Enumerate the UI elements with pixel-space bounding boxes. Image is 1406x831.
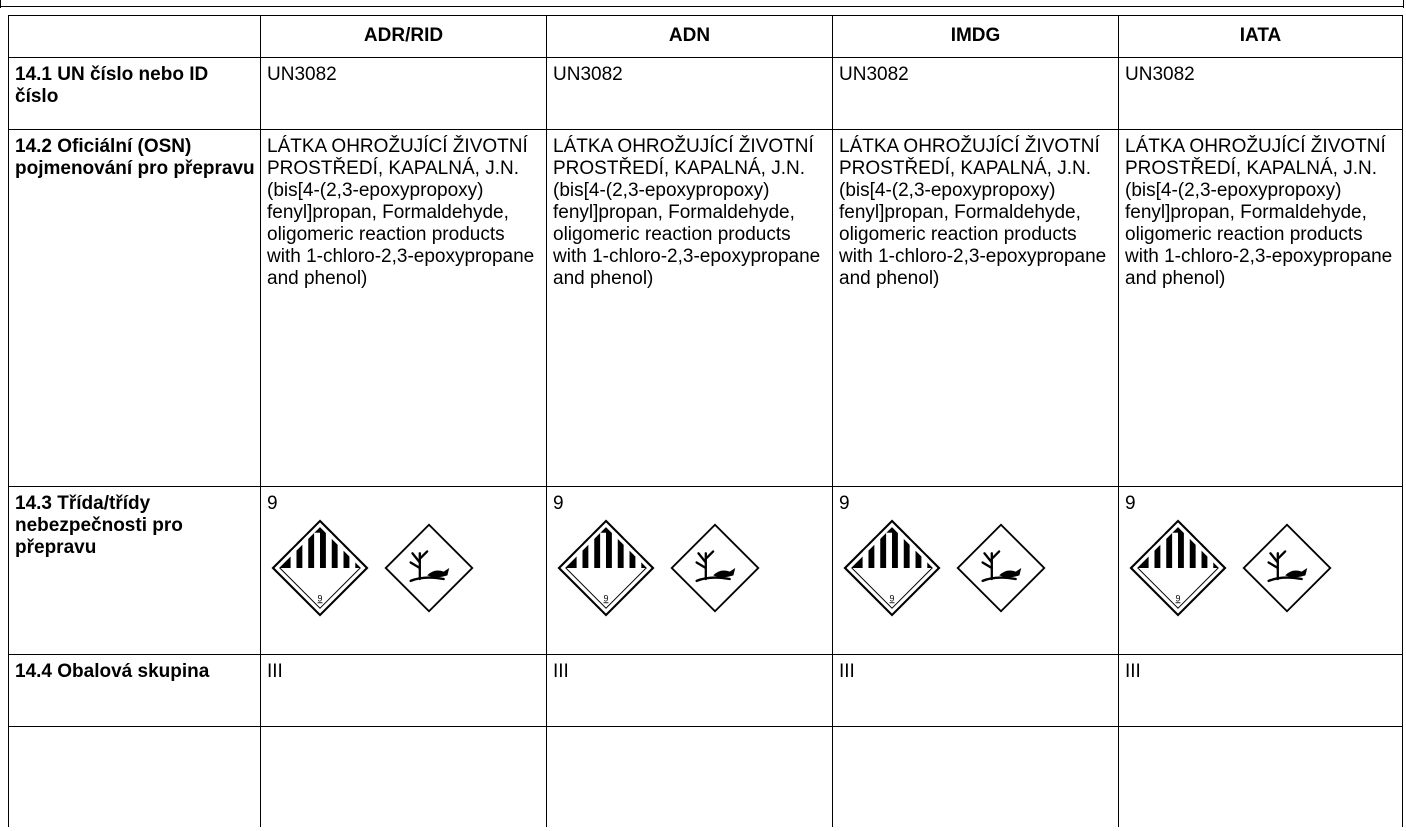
environmental-hazard-icon — [1241, 522, 1333, 614]
class-label-number: 9 — [889, 593, 895, 604]
row-label-hazard-class: 14.3 Třída/třídy nebezpečnosti pro přepravu — [9, 487, 261, 655]
row-label-empty — [9, 727, 261, 827]
environmental-hazard-icon — [669, 522, 761, 614]
row-label-un-number: 14.1 UN číslo nebo ID číslo — [9, 58, 261, 130]
hazard-class-imdg — [833, 487, 1119, 655]
table-row — [9, 130, 1403, 487]
empty-cell — [833, 727, 1119, 827]
column-header-adn: ADN — [547, 16, 833, 58]
packing-group-iata: III — [1119, 655, 1403, 727]
hazard-class-value: 9 — [1125, 493, 1136, 514]
class-label-number: 9 — [1175, 593, 1181, 604]
column-header-iata: IATA — [1119, 16, 1403, 58]
row-label-shipping-name: 14.2 Oficiální (OSN) pojmenování pro přepravu — [9, 130, 261, 487]
table-row — [9, 487, 1403, 655]
un-number-iata: UN3082 — [1119, 58, 1403, 130]
hazard-class-value: 9 — [553, 493, 564, 514]
shipping-name-adn: LÁTKA OHROŽUJÍCÍ ŽIVOTNÍ PROSTŘEDÍ, KAPALNÁ, J.N. (bis[4-(2,3-epoxypropoxy) fenyl]propan, Formaldehyde, oligomeric reaction products with 1-chloro-2,3-epoxypropane and phenol) — [547, 130, 833, 487]
class-label-number: 9 — [317, 593, 323, 604]
empty-cell — [261, 727, 547, 827]
packing-group-adr-rid: III — [261, 655, 547, 727]
class-9-hazard-label-icon — [843, 519, 941, 617]
environmental-hazard-icon — [955, 522, 1047, 614]
un-number-adr-rid: UN3082 — [261, 58, 547, 130]
column-header-blank — [9, 16, 261, 58]
hazard-class-value: 9 — [839, 493, 850, 514]
class-9-hazard-label-icon — [1129, 519, 1227, 617]
hazard-class-value: 9 — [267, 493, 278, 514]
shipping-name-iata: LÁTKA OHROŽUJÍCÍ ŽIVOTNÍ PROSTŘEDÍ, KAPALNÁ, J.N. (bis[4-(2,3-epoxypropoxy) fenyl]propan, Formaldehyde, oligomeric reaction products with 1-chloro-2,3-epoxypropane and phenol) — [1119, 130, 1403, 487]
table-row — [9, 655, 1403, 727]
hazard-class-adn — [547, 487, 833, 655]
hazard-class-iata — [1119, 487, 1403, 655]
table-row — [9, 58, 1403, 130]
shipping-name-imdg: LÁTKA OHROŽUJÍCÍ ŽIVOTNÍ PROSTŘEDÍ, KAPALNÁ, J.N. (bis[4-(2,3-epoxypropoxy) fenyl]propan, Formaldehyde, oligomeric reaction products with 1-chloro-2,3-epoxypropane and phenol) — [833, 130, 1119, 487]
class-label-number: 9 — [603, 593, 609, 604]
un-number-adn: UN3082 — [547, 58, 833, 130]
environmental-hazard-icon — [383, 522, 475, 614]
table-header-row — [9, 16, 1403, 58]
section-top-border — [0, 0, 1406, 10]
hazard-class-adr-rid — [261, 487, 547, 655]
class-9-hazard-label-icon — [557, 519, 655, 617]
shipping-name-adr-rid: LÁTKA OHROŽUJÍCÍ ŽIVOTNÍ PROSTŘEDÍ, KAPALNÁ, J.N. (bis[4-(2,3-epoxypropoxy) fenyl]propan, Formaldehyde, oligomeric reaction products with 1-chloro-2,3-epoxypropane and phenol) — [261, 130, 547, 487]
transport-information-table — [8, 15, 1403, 827]
empty-cell — [547, 727, 833, 827]
packing-group-adn: III — [547, 655, 833, 727]
row-label-packing-group: 14.4 Obalová skupina — [9, 655, 261, 727]
column-header-adr-rid: ADR/RID — [261, 16, 547, 58]
un-number-imdg: UN3082 — [833, 58, 1119, 130]
packing-group-imdg: III — [833, 655, 1119, 727]
class-9-hazard-label-icon — [271, 519, 369, 617]
column-header-imdg: IMDG — [833, 16, 1119, 58]
empty-cell — [1119, 727, 1403, 827]
table-row — [9, 727, 1403, 827]
